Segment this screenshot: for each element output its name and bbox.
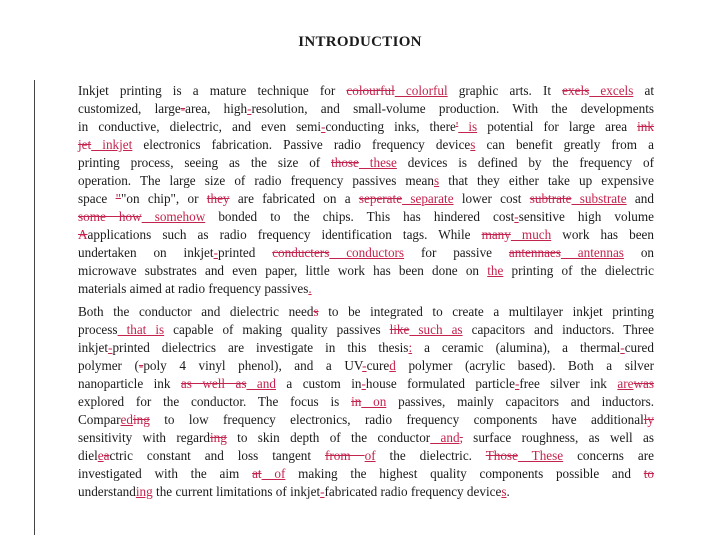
deleted-text: to [643,466,654,481]
deleted-text: A [78,227,88,242]
inserted-text: - [514,376,520,391]
deleted-text: was [633,376,654,391]
text-run: sensitivity with regard [78,430,210,445]
inserted-text: - [213,245,218,260]
deleted-text: a [103,448,110,463]
text-run: devices is defined by the frequency of [396,155,654,170]
deleted-text: at [252,466,262,481]
text-run: concerns are [563,448,654,463]
text-run: free silver ink [519,376,618,391]
paragraph-1 [78,82,654,298]
text-run: a ceramic (alumina), a thermal [412,340,621,355]
deleted-text: seperate [358,191,403,206]
inserted-text: - [362,358,367,373]
text-line [78,136,654,154]
text-line [78,172,654,190]
inserted-text: of [261,466,286,481]
deleted-text: s [313,304,319,319]
text-run: understand [78,484,136,499]
inserted-text: - [514,209,519,224]
text-run: the current limitations of inkjet [152,484,321,499]
deleted-text: conducters [272,245,330,260]
text-run: poly 4 vinyl phenol), and a UV [143,358,363,373]
text-line [78,118,654,136]
text-run: and [626,191,654,206]
text-run: Both the conductor and dielectric need [78,304,314,319]
inserted-text: on [361,394,387,409]
inserted-text: and [246,376,276,391]
text-run: customized, large [78,101,181,116]
text-run: for passive [404,245,509,260]
text-run: explored for the conductor. The focus is [78,394,352,409]
text-run: materials aimed at radio frequency passives [78,281,309,296]
text-run: graphic arts. It [447,83,563,98]
inserted-text: conductors [329,245,405,260]
text-run: the dielectric. [375,448,486,463]
text-run: are fabricated on a [229,191,359,206]
deleted-text: like [389,322,410,337]
revision-change-bar [34,80,35,535]
text-run: passives, mainly capacitors and inductors. [386,394,654,409]
text-line [78,321,654,339]
text-run: to skin depth of the conductor [226,430,431,445]
text-run: capacitors and inductors. Three [462,322,654,337]
text-run: capable of making quality passives [164,322,390,337]
deleted-text: Those [485,448,518,463]
inserted-text: - [247,101,252,116]
inserted-text: e [97,448,104,463]
text-run: operation. The large size of radio frequency passives mean [78,173,434,188]
text-run: process [78,322,118,337]
text-run: in conductive, dielectric, and even semi [78,119,322,134]
text-line [78,303,654,321]
inserted-text: - [321,119,326,134]
deleted-text: colourful [346,83,395,98]
text-line [78,483,654,501]
inserted-text: - [320,484,325,499]
section-heading: INTRODUCTION [298,34,422,50]
text-line [78,429,654,447]
text-run: nanoparticle ink [78,376,181,391]
inserted-text: the [487,263,504,278]
text-run: at [633,83,655,98]
text-run: cured [624,340,654,355]
text-run: space [78,191,116,206]
text-run: potential for large area [477,119,638,134]
text-line [78,226,654,244]
deleted-text: ing [132,412,150,427]
text-line [78,393,654,411]
text-run: microwave substrates and even paper, little work has been done on [78,263,488,278]
text-run: Compar [78,412,121,427]
text-run: printed [217,245,273,260]
text-run: work has been [551,227,655,242]
inserted-text: is [458,119,478,134]
text-run: on [623,245,655,260]
inserted-text: such as [409,322,463,337]
text-run: printing of the dielectric [503,263,654,278]
deleted-text: many [481,227,511,242]
deleted-text: ink [637,119,654,134]
text-line [78,244,654,262]
inserted-text: much [510,227,552,242]
text-run: "on chip", or [120,191,207,206]
text-line [78,375,654,393]
inserted-text: of [364,448,376,463]
text-run: making the highest quality components possible and [285,466,644,481]
inserted-text: - [108,340,113,355]
deleted-text: ly [643,412,654,427]
deleted-text: , [459,430,463,445]
inserted-text: ed [120,412,133,427]
deleted-text: subtrate [529,191,572,206]
deleted-text: ' [455,119,459,134]
text-line [78,357,654,375]
inserted-text: that is [117,322,165,337]
text-line [78,82,654,100]
deleted-text: they [206,191,230,206]
text-run: polymer ( [78,358,139,373]
text-run: applications such as radio frequency identification tags. While [87,227,482,242]
text-line [78,280,654,298]
text-line [78,190,654,208]
inserted-text: - [361,376,366,391]
text-run: inkjet [78,340,109,355]
deleted-text: ing [210,430,227,445]
inserted-text: substrate [571,191,627,206]
inserted-text: inkjet [91,137,133,152]
inserted-text: - [620,340,625,355]
text-run: sensitive high volume [518,209,654,224]
deleted-text: as well as [180,376,247,391]
inserted-text: and [430,430,460,445]
text-run: undertaken on inkjet [78,245,214,260]
inserted-text: separate [402,191,454,206]
inserted-text: d [389,358,396,373]
text-run: ctric constant and loss tangent [109,448,326,463]
text-run: to low frequency electronics, radio frequency components have additional [149,412,644,427]
inserted-text: excels [589,83,634,98]
inserted-text: antennas [560,245,624,260]
inserted-text: : [408,340,413,355]
deleted-text: antennaes [508,245,561,260]
inserted-text: These [517,448,564,463]
deleted-text: those [331,155,359,170]
text-run: that they either take up expensive [439,173,654,188]
text-run: to be integrated to create a multilayer inkjet printing [318,304,654,319]
text-line [78,339,654,357]
deleted-text: - [180,101,186,116]
text-run: cure [366,358,390,373]
paragraph-2 [78,303,654,501]
text-line [78,262,654,280]
inserted-text: these [358,155,397,170]
text-run: investigated with the aim [78,466,253,481]
deleted-text: - [138,358,144,373]
text-run: printed dielectrics are investigate in this thesis [112,340,409,355]
inserted-text: s [433,173,440,188]
text-run: fabricated radio frequency device [324,484,502,499]
inserted-text: s [501,484,507,499]
deleted-text: exels [562,83,590,98]
text-run: lower cost [453,191,530,206]
text-run: bonded to the chips. This has hindered cost [205,209,515,224]
text-run: area, high [185,101,248,116]
text-line [78,154,654,172]
text-run: electronics fabrication. Passive radio frequency device [132,137,471,152]
text-line [78,465,654,483]
deleted-text: some how [78,209,142,224]
inserted-text: . [308,281,312,296]
text-run: Inkjet printing is a mature technique for [78,83,347,98]
text-run: a custom in [275,376,362,391]
deleted-text: from [325,448,365,463]
inserted-text: ing [135,484,153,499]
text-run: . [506,484,510,499]
text-run: conducting inks, there [325,119,456,134]
text-run: can benefit greatly from a [475,137,654,152]
inserted-text: s [470,137,476,152]
deleted-text: in [351,394,362,409]
deleted-text: " [115,191,121,206]
inserted-text: are [617,376,634,391]
text-line [78,208,654,226]
text-run: diel [78,448,98,463]
deleted-text: jet [78,137,92,152]
text-run: printing process, seeing as the size of [78,155,332,170]
text-run: surface roughness, as well as [462,430,655,445]
text-run: polymer (acrylic based). Both a silver [395,358,654,373]
inserted-text: colorful [394,83,448,98]
inserted-text: somehow [141,209,206,224]
text-line [78,447,654,465]
text-line [78,100,654,118]
text-run: resolution, and small-volume production. With the developments [251,101,654,116]
text-line [78,411,654,429]
text-run: house formulated particle [365,376,515,391]
